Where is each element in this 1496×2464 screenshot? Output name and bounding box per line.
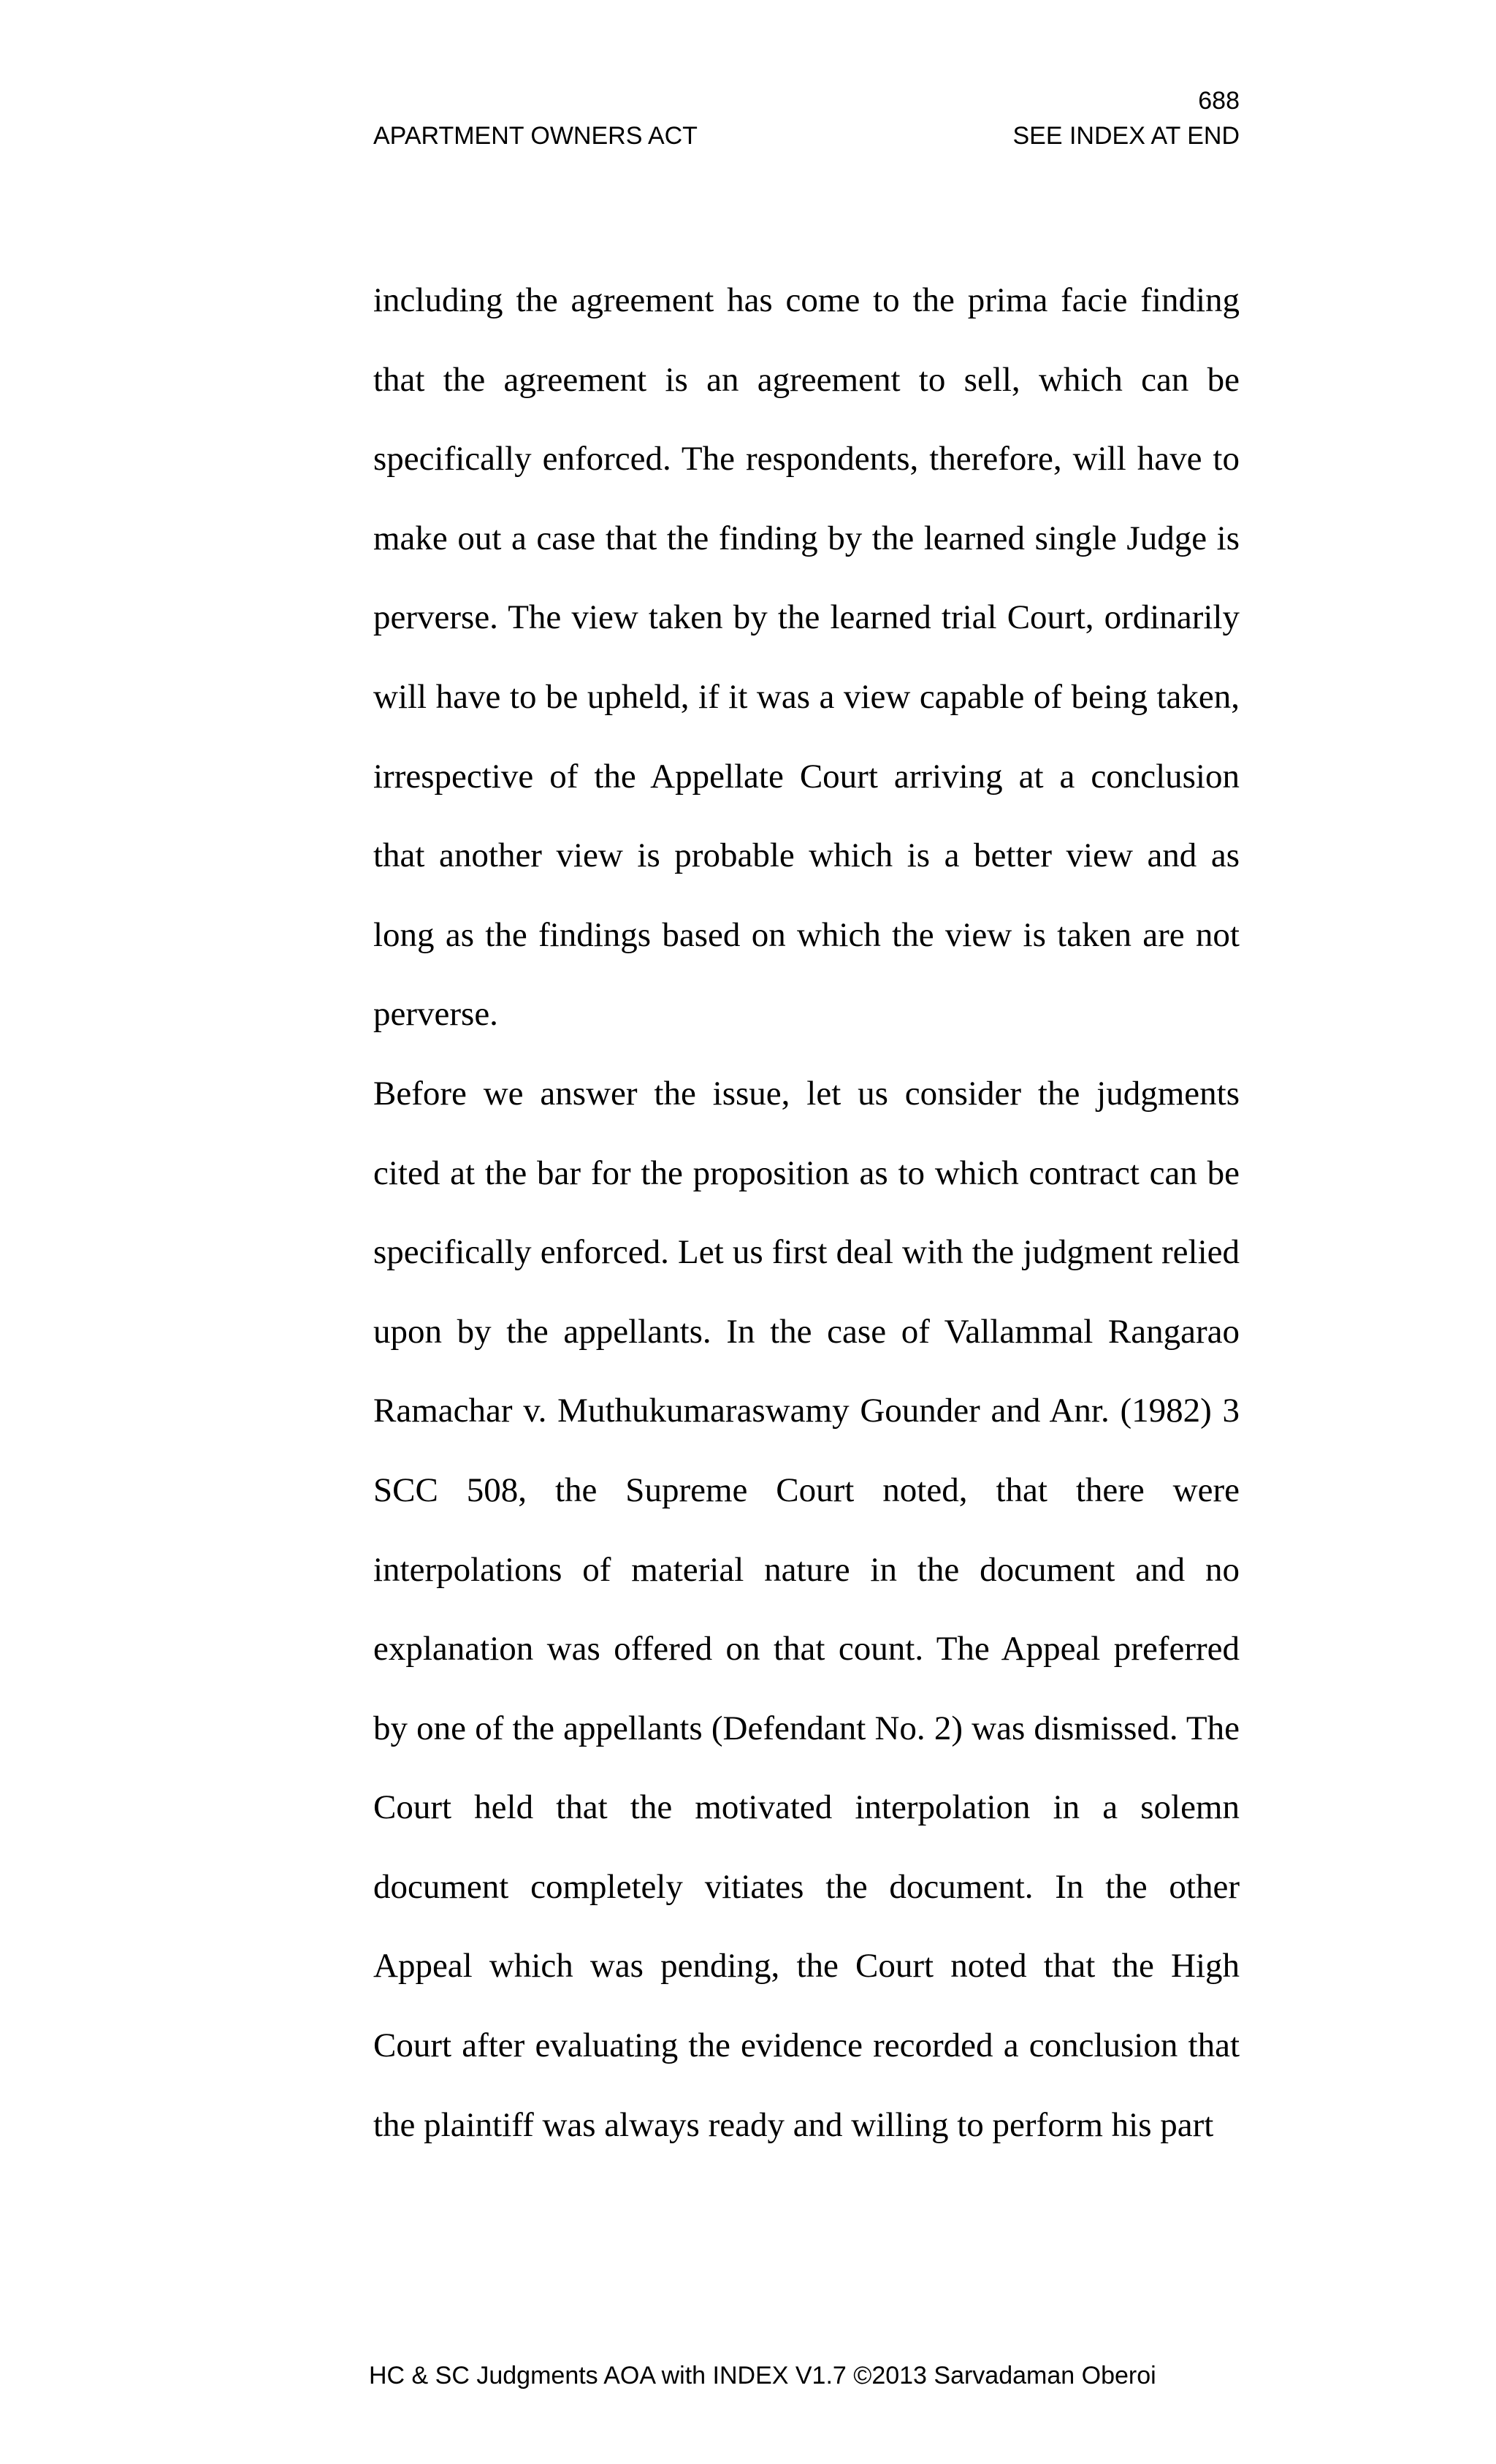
header-index-note: SEE INDEX AT END (1012, 122, 1240, 150)
paragraph: Before we answer the issue, let us consider the judgments cited at the bar for the proposition as to which contract can be specifically enforced. Let us first deal with the judgment relied upon by the appellants. In the case of Vallammal Rangarao Ramachar v. Muthukumaraswamy Gounder and Anr. (1982) 3 SCC 508, the Supreme Court noted, that there were interpolations of material nature in the document and no explanation was offered on that count. The Appeal preferred by one of the appellants (Defendant No. 2) was dismissed. The Court held that the motivated interpolation in a solemn document completely vitiates the document. In the other Appeal which was pending, the Court noted that the High Court after evaluating the evidence recorded a conclusion that the plaintiff was always ready and willing to perform his part (373, 1074, 1240, 2144)
paragraph: including the agreement has come to the prima facie finding that the agreement is an agreement to sell, which can be specifically enforced. The respondents, therefore, will have to make out a case that the finding by the learned single Judge is perverse. The view taken by the learned trial Court, ordinarily will have to be upheld, if it was a view capable of being taken, irrespective of the Appellate Court arriving at a conclusion that another view is probable which is a better view and as long as the findings based on which the view is taken are not perverse. (373, 281, 1240, 1034)
page-footer: HC & SC Judgments AOA with INDEX V1.7 ©2013 Sarvadaman Oberoi (369, 2362, 1156, 2389)
running-header (373, 121, 1240, 150)
document-body (373, 261, 1240, 2164)
header-title: APARTMENT OWNERS ACT (373, 122, 698, 150)
page-number: 688 (1198, 87, 1240, 115)
